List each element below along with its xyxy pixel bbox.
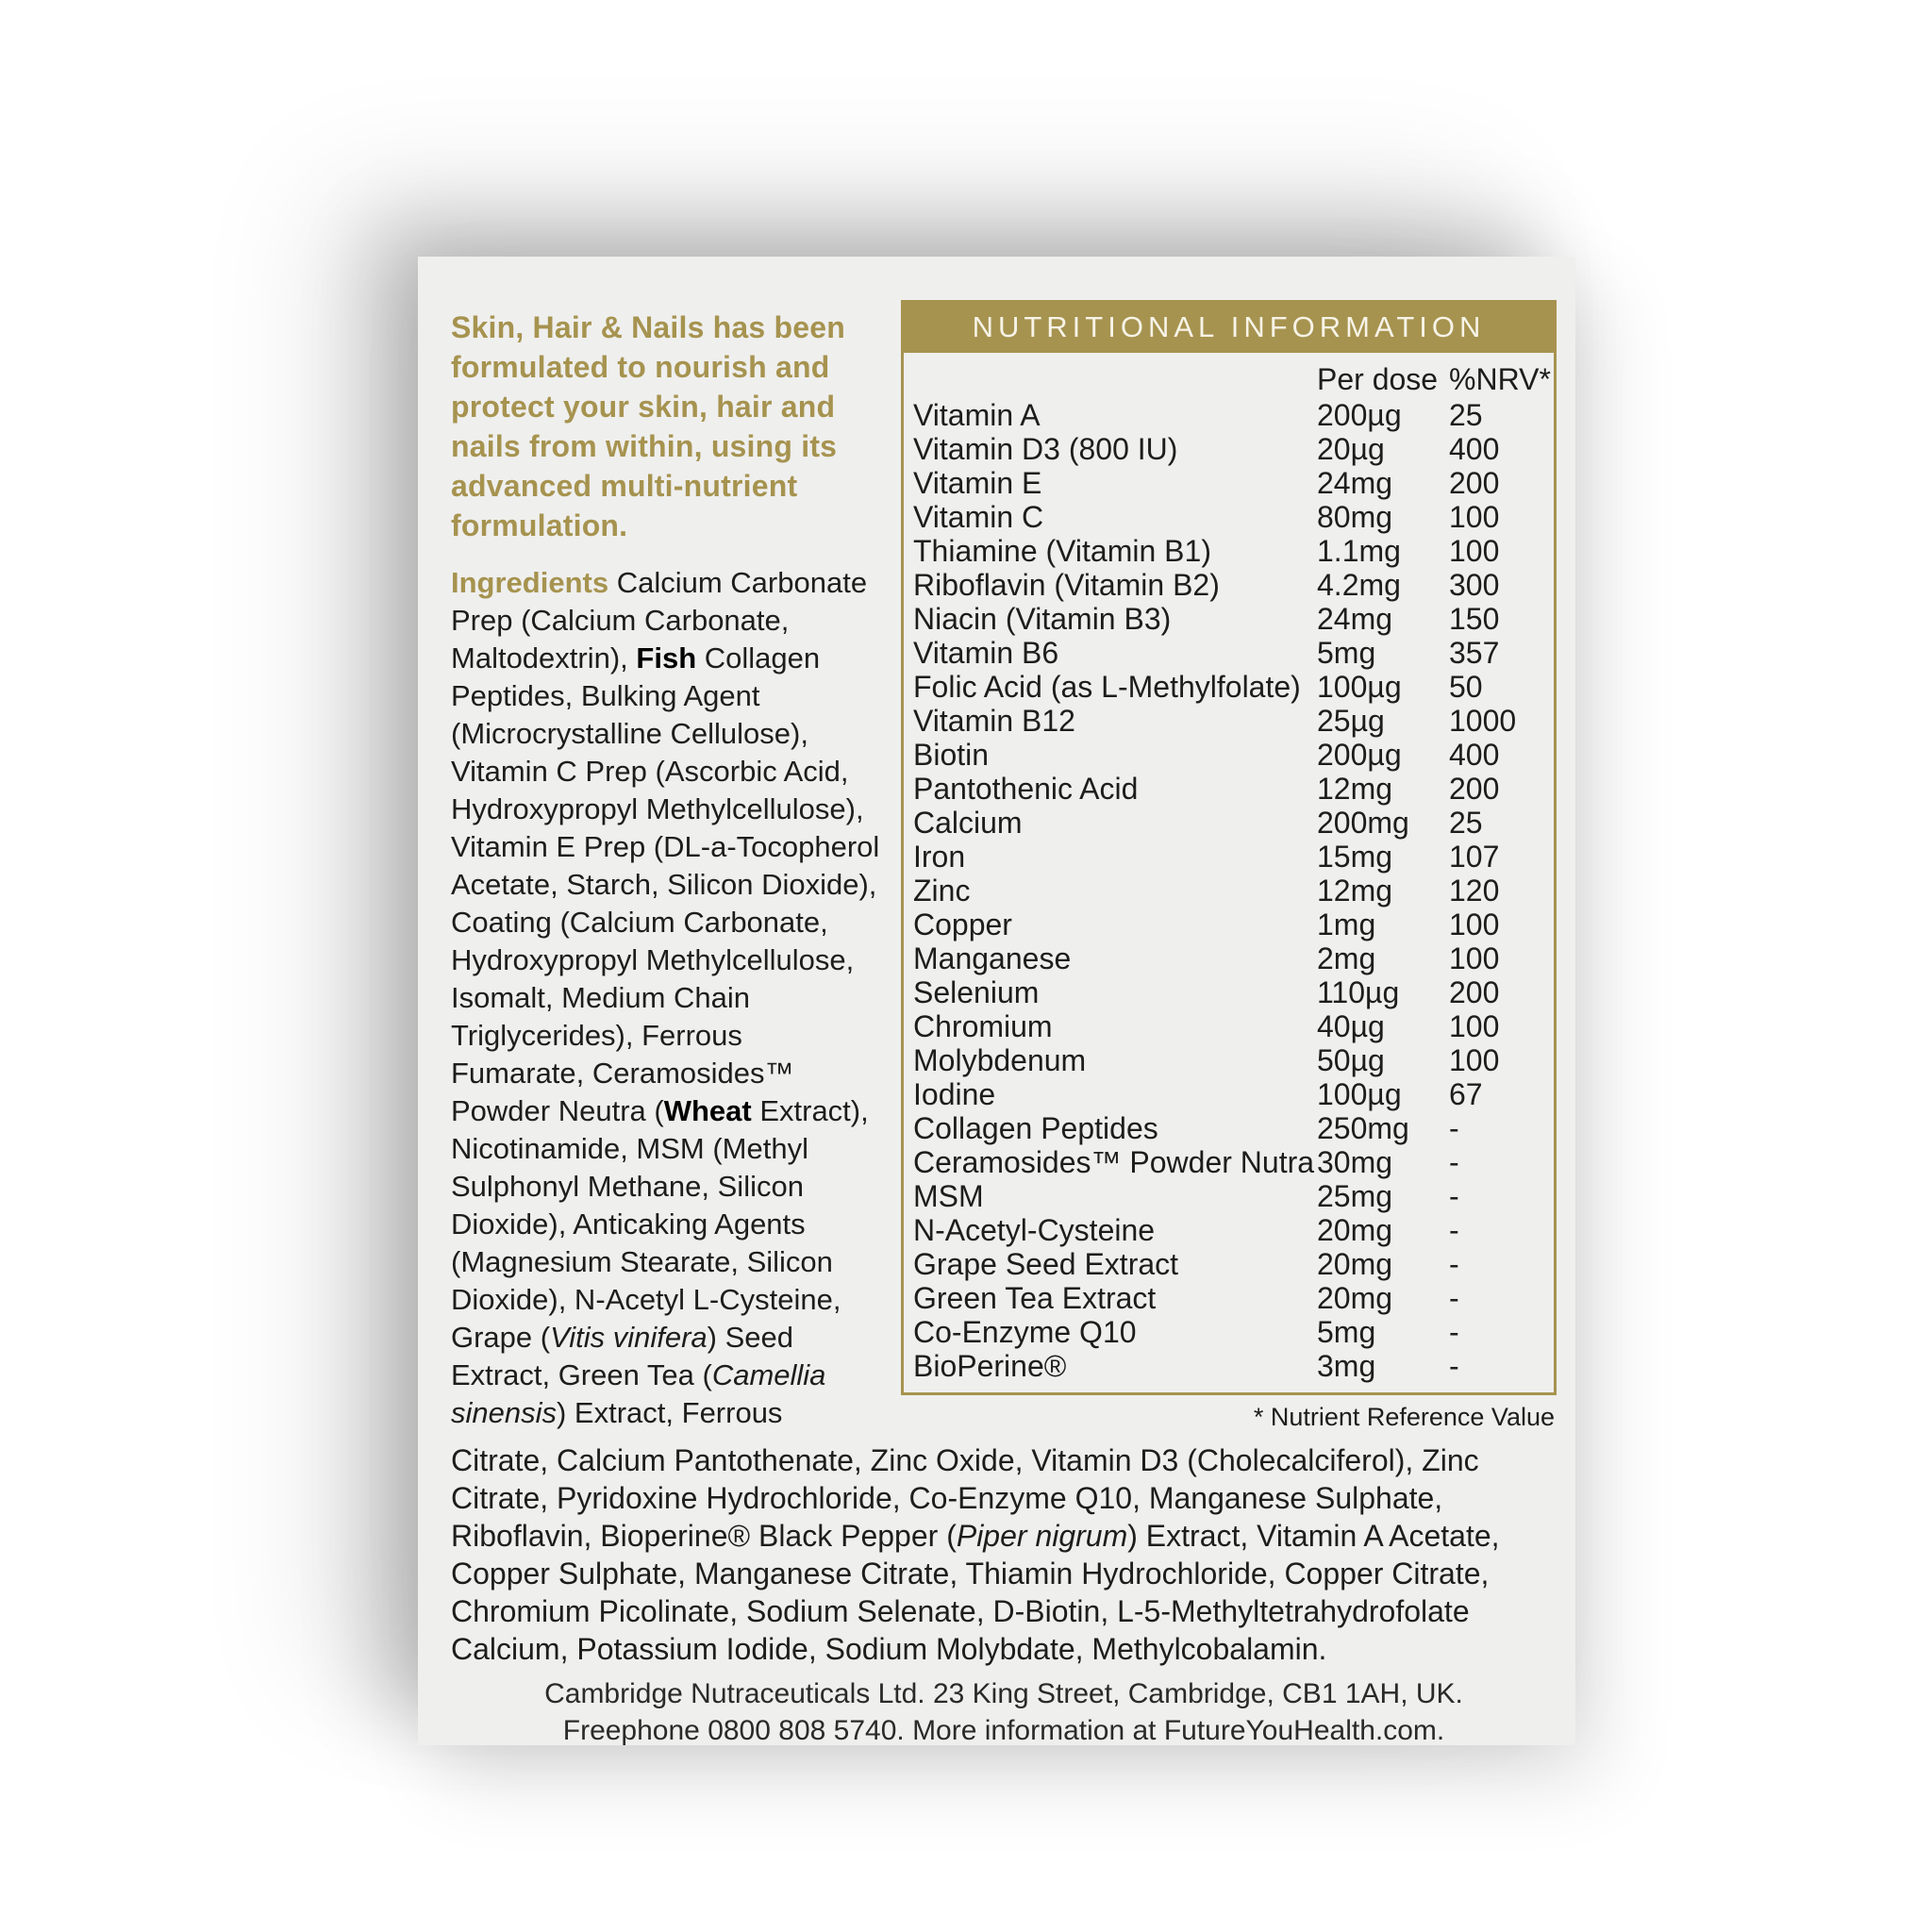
- allergen-text: Fish: [636, 641, 697, 675]
- table-row: [913, 534, 1548, 568]
- per-dose-value: 20µg: [1317, 432, 1385, 466]
- nutrient-name: N-Acetyl-Cysteine: [913, 1213, 1156, 1247]
- table-row: [913, 840, 1548, 874]
- botanical-name: Piper nigrum: [956, 1519, 1128, 1553]
- table-row: [913, 1349, 1548, 1383]
- table-column-headers: [913, 360, 1551, 398]
- per-dose-value: 40µg: [1317, 1009, 1385, 1043]
- ingredients-paragraph: [451, 564, 882, 1432]
- nrv-value: 357: [1449, 636, 1500, 670]
- nutrient-name: Chromium: [913, 1009, 1053, 1043]
- table-row: [913, 1043, 1548, 1077]
- nrv-footnote: * Nutrient Reference Value: [1253, 1403, 1555, 1431]
- nrv-value: -: [1449, 1349, 1459, 1383]
- nutrient-name: Biotin: [913, 738, 990, 772]
- label-columns: [451, 300, 1557, 1432]
- per-dose-value: 25µg: [1317, 704, 1385, 738]
- column-header-per-dose: Per dose: [1317, 362, 1439, 396]
- nutrient-name: Niacin (Vitamin B3): [913, 602, 1172, 636]
- per-dose-value: 24mg: [1317, 602, 1393, 636]
- ingredients-text: [451, 566, 879, 1429]
- botanical-name: Vitis vinifera: [550, 1321, 708, 1354]
- table-row: [913, 636, 1548, 670]
- nrv-value: 100: [1449, 534, 1500, 568]
- nrv-value: 50: [1449, 670, 1483, 704]
- table-row: [913, 1213, 1548, 1247]
- packaging-label: [418, 257, 1575, 1745]
- company-footer: [451, 1675, 1557, 1749]
- table-row: [913, 1111, 1548, 1145]
- per-dose-value: 80mg: [1317, 500, 1393, 534]
- nrv-value: 200: [1449, 772, 1500, 806]
- nutrient-name: Selenium: [913, 975, 1040, 1009]
- table-row: [913, 602, 1548, 636]
- per-dose-value: 2mg: [1317, 941, 1376, 975]
- nutrient-name: Vitamin B12: [913, 704, 1075, 738]
- table-row: [913, 874, 1548, 908]
- per-dose-value: 50µg: [1317, 1043, 1385, 1077]
- nutrient-name: Iron: [913, 840, 966, 874]
- nutrition-table: [901, 300, 1557, 1395]
- nutrient-name: Green Tea Extract: [913, 1281, 1157, 1315]
- nutrient-name: Vitamin A: [913, 398, 1041, 432]
- table-row: [913, 1077, 1548, 1111]
- per-dose-value: 15mg: [1317, 840, 1393, 874]
- nrv-value: 100: [1449, 500, 1500, 534]
- per-dose-value: 1.1mg: [1317, 534, 1401, 568]
- ingredient-text: Citrate, Calcium Pantothenate, Zinc Oxide, Vitamin D3 (Cholecalciferol), Zinc Citrate, Pyridoxine Hydrochloride, Co-Enzyme Q10, Manganese Sulphate, Riboflavin, Bioperine® Black Pepper (: [451, 1443, 1479, 1553]
- table-row: [913, 908, 1548, 941]
- per-dose-value: 200mg: [1317, 806, 1409, 840]
- table-row: [913, 1247, 1548, 1281]
- table-row: [913, 670, 1548, 704]
- nrv-value: -: [1449, 1281, 1459, 1315]
- table-row: [913, 975, 1548, 1009]
- nutrient-name: Zinc: [913, 874, 971, 908]
- nutrient-name: Ceramosides™ Powder Nutra: [913, 1145, 1315, 1179]
- nutrition-table-title: NUTRITIONAL INFORMATION: [904, 303, 1554, 353]
- per-dose-value: 30mg: [1317, 1145, 1393, 1179]
- per-dose-value: 20mg: [1317, 1281, 1393, 1315]
- per-dose-value: 12mg: [1317, 874, 1393, 908]
- per-dose-value: 25mg: [1317, 1179, 1393, 1213]
- nutrient-name: Grape Seed Extract: [913, 1247, 1179, 1281]
- table-row: [913, 1315, 1548, 1349]
- per-dose-value: 3mg: [1317, 1349, 1376, 1383]
- column-header-nrv: %NRV*: [1449, 362, 1551, 396]
- ingredients-heading: Ingredients: [451, 566, 609, 599]
- nrv-value: 100: [1449, 1009, 1500, 1043]
- ingredients-continuation: [451, 1441, 1557, 1668]
- table-row: [913, 398, 1548, 432]
- table-row: [913, 941, 1548, 975]
- nutrition-table-body: [904, 353, 1554, 1392]
- allergen-text: Wheat: [663, 1094, 752, 1127]
- nrv-value: 67: [1449, 1077, 1483, 1111]
- nrv-value: 25: [1449, 398, 1483, 432]
- nutrient-name: Co-Enzyme Q10: [913, 1315, 1137, 1349]
- nrv-value: -: [1449, 1247, 1459, 1281]
- per-dose-value: 24mg: [1317, 466, 1393, 500]
- nrv-value: 400: [1449, 432, 1500, 466]
- nutrient-name: Vitamin C: [913, 500, 1044, 534]
- per-dose-value: 250mg: [1317, 1111, 1409, 1145]
- table-row: [913, 772, 1548, 806]
- per-dose-value: 20mg: [1317, 1247, 1393, 1281]
- nrv-value: -: [1449, 1145, 1459, 1179]
- per-dose-value: 12mg: [1317, 772, 1393, 806]
- table-row: [913, 1145, 1548, 1179]
- nutrient-name: Iodine: [913, 1077, 996, 1111]
- ingredient-text: ) Seed Extract, Green Tea (: [451, 1321, 794, 1391]
- per-dose-value: 4.2mg: [1317, 568, 1401, 602]
- nrv-value: 150: [1449, 602, 1500, 636]
- ingredient-text: Collagen Peptides, Bulking Agent (Microcrystalline Cellulose), Vitamin C Prep (Ascorbic Acid, Hydroxypropyl Methylcellulose), Vitamin E Prep (DL-a-Tocopherol Acetate, Starch, Silicon Dioxide), Coating (Calcium Carbonate, Hydroxypropyl Methylcellulose, Isomalt, Medium Chain Triglycerides), Ferrous Fumarate, Ceramosides™ Powder Neutra (: [451, 641, 880, 1127]
- nutrient-name: Manganese: [913, 941, 1072, 975]
- per-dose-value: 20mg: [1317, 1213, 1393, 1247]
- table-row: [913, 806, 1548, 840]
- nutrient-name: Vitamin B6: [913, 636, 1059, 670]
- nutrient-name: Copper: [913, 908, 1012, 941]
- nrv-value: 100: [1449, 908, 1500, 941]
- nutrient-name: Collagen Peptides: [913, 1111, 1158, 1145]
- nutrient-name: BioPerine®: [913, 1349, 1067, 1383]
- table-row: [913, 500, 1548, 534]
- ingredient-text: ) Extract, Vitamin A Acetate, Copper Sulphate, Manganese Citrate, Thiamin Hydrochloride, Copper Citrate, Chromium Picolinate, Sodium Selenate, D-Biotin, L-5-Methyltetrahydrofolate Calcium, Potassium Iodide, Sodium Molybdate, Methylcobalamin.: [451, 1519, 1500, 1666]
- nutrient-name: Folic Acid (as L-Methylfolate): [913, 670, 1301, 704]
- per-dose-value: 110µg: [1317, 975, 1400, 1009]
- table-row: [913, 432, 1548, 466]
- nutrient-name: Vitamin D3 (800 IU): [913, 432, 1178, 466]
- nutrition-rows: [913, 398, 1548, 1383]
- per-dose-value: 5mg: [1317, 636, 1376, 670]
- nrv-value: 200: [1449, 466, 1500, 500]
- company-contact: Freephone 0800 808 5740. More information at FutureYouHealth.com.: [562, 1715, 1445, 1746]
- per-dose-value: 5mg: [1317, 1315, 1376, 1349]
- ingredient-text: Calcium Carbonate Prep (Calcium Carbonate, Maltodextrin),: [451, 566, 868, 675]
- nrv-value: -: [1449, 1179, 1459, 1213]
- right-column: [901, 300, 1557, 1432]
- nrv-value: 400: [1449, 738, 1500, 772]
- left-column: [451, 300, 882, 1432]
- nrv-value: -: [1449, 1213, 1459, 1247]
- nutrient-name: Molybdenum: [913, 1043, 1087, 1077]
- nrv-value: 300: [1449, 568, 1500, 602]
- nrv-value: -: [1449, 1111, 1459, 1145]
- per-dose-value: 100µg: [1317, 670, 1402, 704]
- ingredient-text: ) Extract, Ferrous: [557, 1396, 783, 1429]
- table-row: [913, 466, 1548, 500]
- per-dose-value: 200µg: [1317, 398, 1402, 432]
- nrv-value: 100: [1449, 1043, 1500, 1077]
- per-dose-value: 100µg: [1317, 1077, 1402, 1111]
- ingredient-text: Extract), Nicotinamide, MSM (Methyl Sulphonyl Methane, Silicon Dioxide), Anticaking Agents (Magnesium Stearate, Silicon Dioxide), N-Acetyl L-Cysteine, Grape (: [451, 1094, 869, 1354]
- nutrient-name: Calcium: [913, 806, 1023, 840]
- table-row: [913, 1179, 1548, 1213]
- nutrient-name: Pantothenic Acid: [913, 772, 1139, 806]
- nrv-value: 1000: [1449, 704, 1517, 738]
- per-dose-value: 200µg: [1317, 738, 1402, 772]
- table-row: [913, 1009, 1548, 1043]
- per-dose-value: 1mg: [1317, 908, 1376, 941]
- table-row: [913, 738, 1548, 772]
- table-row: [913, 1281, 1548, 1315]
- botanical-name: Camellia sinensis: [451, 1358, 826, 1429]
- column-header-spacer: [913, 360, 1317, 398]
- nrv-value: -: [1449, 1315, 1459, 1349]
- nrv-value: 120: [1449, 874, 1500, 908]
- product-description: Skin, Hair & Nails has been formulated to nourish and protect your skin, hair and nails from within, using its advanced multi-nutrient formulation.: [451, 310, 845, 542]
- table-row: [913, 568, 1548, 602]
- nrv-value: 100: [1449, 941, 1500, 975]
- nrv-value: 107: [1449, 840, 1500, 874]
- nutrient-name: MSM: [913, 1179, 984, 1213]
- nrv-value: 25: [1449, 806, 1483, 840]
- nutrient-name: Riboflavin (Vitamin B2): [913, 568, 1220, 602]
- nrv-value: 200: [1449, 975, 1500, 1009]
- company-address: Cambridge Nutraceuticals Ltd. 23 King Street, Cambridge, CB1 1AH, UK.: [544, 1678, 1463, 1709]
- nutrient-name: Thiamine (Vitamin B1): [913, 534, 1211, 568]
- table-row: [913, 704, 1548, 738]
- nutrient-name: Vitamin E: [913, 466, 1042, 500]
